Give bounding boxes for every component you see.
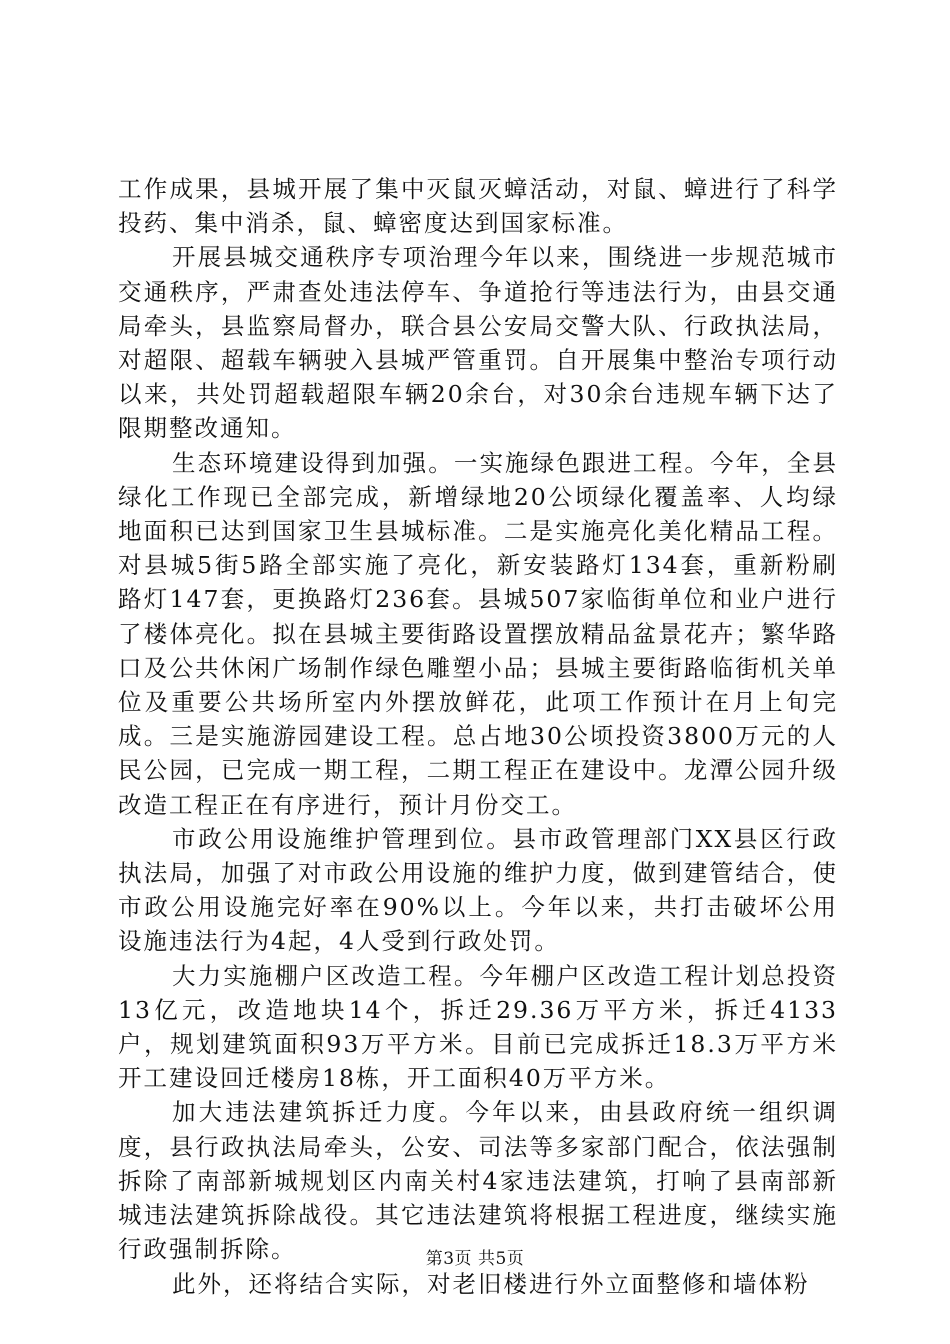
paragraph-1: 工作成果，县城开展了集中灭鼠灭蟑活动，对鼠、蟑进行了科学投药、集中消杀，鼠、蟑密度达到国家标准。: [118, 175, 838, 238]
paragraph-3: 生态环境建设得到加强。一实施绿色跟进工程。今年，全县绿化工作现已全部完成，新增绿地20公顷绿化覆盖率、人均绿地面积已达到国家卫生县城标准。二是实施亮化美化精品工程。对县城5街5路全部实施了亮化，新安装路灯134套，重新粉刷路灯147套，更换路灯236套。县城507家临街单位和业户进行了楼体亮化。拟在县城主要街路设置摆放精品盆景花卉；繁华路口及公共休闲广场制作绿色雕塑小品；县城主要街路临街机关单位及重要公共场所室内外摆放鲜花，此项工作预计在月上旬完成。三是实施游园建设工程。总占地30公顷投资3800万元的人民公园，已完成一期工程，二期工程正在建设中。龙潭公园升级改造工程正在有序进行，预计月份交工。: [118, 448, 838, 819]
paragraph-6: 加大违法建筑拆迁力度。今年以来，由县政府统一组织调度，县行政执法局牵头，公安、司法等多家部门配合，依法强制拆除了南部新城规划区内南关村4家违法建筑，打响了县南部新城违法建筑拆除战役。其它违法建筑将根据工程进度，继续实施行政强制拆除。: [118, 1098, 838, 1264]
paragraph-2: 开展县城交通秩序专项治理今年以来，围绕进一步规范城市交通秩序，严肃查处违法停车、争道抢行等违法行为，由县交通局牵头，县监察局督办，联合县公安局交警大队、行政执法局，对超限、超载车辆驶入县城严管重罚。自开展集中整治专项行动以来，共处罚超载超限车辆20余台，对30余台违规车辆下达了限期整改通知。: [118, 243, 838, 443]
paragraph-7: 此外，还将结合实际，对老旧楼进行外立面整修和墙体粉: [172, 1269, 810, 1298]
paragraph-5: 大力实施棚户区改造工程。今年棚户区改造工程计划总投资13亿元，改造地块14个，拆迁29.36万平方米，拆迁4133户，规划建筑面积93万平方米。目前已完成拆迁18.3万平方米开工建设回迁楼房18栋，开工面积40万平方米。: [118, 961, 838, 1093]
page-footer: 第3页 共5页: [425, 1249, 525, 1269]
document-body: [118, 172, 838, 1301]
paragraph-4: 市政公用设施维护管理到位。县市政管理部门XX县区行政执法局，加强了对市政公用设施的维护力度，做到建管结合，使市政公用设施完好率在90%以上。今年以来，共打击破坏公用设施违法行为4起，4人受到行政处罚。: [118, 824, 838, 956]
